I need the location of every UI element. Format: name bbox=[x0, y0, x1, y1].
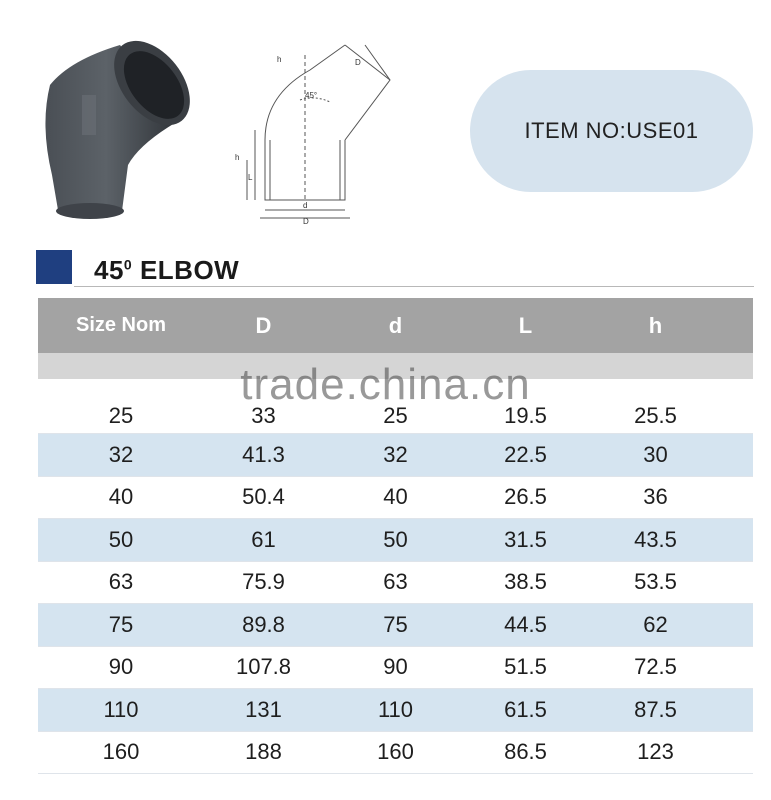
svg-text:D: D bbox=[355, 58, 361, 67]
table-row: 110 131 110 61.5 87.5 bbox=[38, 689, 753, 732]
watermark: trade.china.cn bbox=[240, 360, 531, 409]
angle-label: 45° bbox=[305, 91, 318, 100]
header-l: L bbox=[518, 312, 533, 338]
svg-text:L: L bbox=[248, 173, 253, 182]
table-row: 90 107.8 90 51.5 72.5 bbox=[38, 647, 753, 690]
title-accent-square bbox=[36, 250, 72, 284]
table-row: 40 50.4 40 26.5 36 bbox=[38, 477, 753, 520]
svg-text:d: d bbox=[303, 201, 308, 210]
svg-text:h: h bbox=[277, 55, 282, 64]
header-subband bbox=[38, 353, 753, 379]
header-d-outer: D bbox=[255, 312, 272, 338]
svg-text:D: D bbox=[303, 217, 309, 225]
table-header bbox=[38, 298, 753, 353]
item-number-badge bbox=[470, 70, 753, 192]
header-d-inner: d bbox=[388, 312, 403, 338]
item-number: ITEM NO:USE01 bbox=[524, 118, 699, 143]
elbow-photo bbox=[30, 25, 195, 220]
product-title: $45^0$ ELBOW bbox=[94, 255, 240, 285]
dimension-drawing bbox=[225, 40, 405, 225]
table-row: 63 75.9 63 38.5 53.5 bbox=[38, 562, 753, 605]
table-row: 25 33 25 19.5 25.5 bbox=[38, 399, 753, 434]
table-row: 32 41.3 32 22.5 30 bbox=[38, 434, 753, 477]
svg-text:h: h bbox=[235, 153, 240, 162]
header-size-nom: Size Nom bbox=[75, 314, 167, 336]
title-divider bbox=[74, 286, 754, 287]
table-row: 50 61 50 31.5 43.5 bbox=[38, 519, 753, 562]
table-row: 160 188 160 86.5 123 bbox=[38, 732, 753, 775]
dimensions-table bbox=[38, 298, 753, 774]
table-row: 75 89.8 75 44.5 62 bbox=[38, 604, 753, 647]
header-h: h bbox=[648, 312, 663, 338]
